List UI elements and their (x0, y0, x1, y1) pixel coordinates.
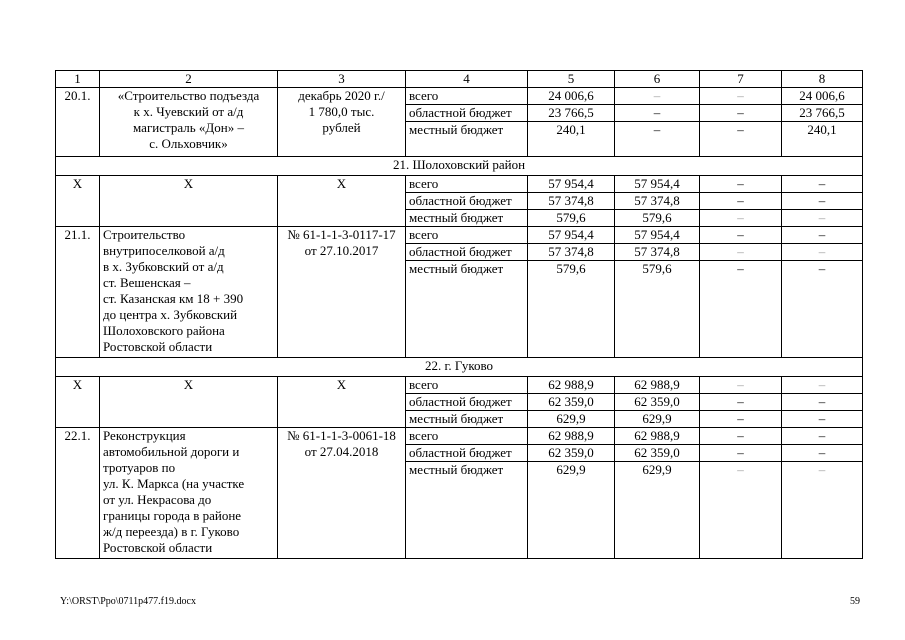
amount-col6: 579,6 (615, 261, 700, 358)
object-name-line: ст. Казанская км 18 + 390 (103, 291, 244, 306)
funding-source: областной бюджет (406, 445, 528, 462)
object-name-line: к х. Чуевский от а/д (133, 104, 244, 119)
funding-source: местный бюджет (406, 462, 528, 559)
table-row (56, 227, 863, 244)
dash-cell: – (700, 411, 782, 428)
header-col-5: 5 (528, 71, 615, 88)
summary-x: Х (100, 176, 278, 227)
table-row (56, 377, 863, 394)
funding-source: всего (406, 176, 528, 193)
footer-page-number: 59 (850, 596, 860, 607)
section-title: 22. г. Гуково (56, 358, 863, 377)
object-name-line: границы города в районе (103, 508, 242, 523)
amount-col6: 629,9 (615, 411, 700, 428)
object-reference (278, 227, 406, 358)
object-name-line: от ул. Некрасова до (103, 492, 212, 507)
amount-col5: 240,1 (528, 122, 615, 157)
object-name-line: Ростовской области (103, 339, 213, 354)
dash-cell: – (782, 394, 863, 411)
amount-col8: 24 006,6 (782, 88, 863, 105)
reference-line: от 27.10.2017 (304, 243, 379, 258)
amount-col6: 62 359,0 (615, 394, 700, 411)
dash-cell: – (782, 227, 863, 244)
dash-cell: – (700, 462, 782, 559)
amount-col6: 57 954,4 (615, 227, 700, 244)
amount-col5: 579,6 (528, 261, 615, 358)
reference-line: № 61-1-1-3-0061-18 (287, 428, 396, 443)
object-name-line: «Строительство подъезда (117, 88, 260, 103)
object-name-line: Ростовской области (103, 540, 213, 555)
dash-cell: – (700, 428, 782, 445)
dash-cell: – (700, 244, 782, 261)
funding-source: областной бюджет (406, 394, 528, 411)
amount-col8: 23 766,5 (782, 105, 863, 122)
object-name (100, 428, 278, 559)
header-col-8: 8 (782, 71, 863, 88)
dash-cell: – (700, 394, 782, 411)
object-name (100, 88, 278, 157)
amount-col6: 57 374,8 (615, 244, 700, 261)
amount-col5: 62 988,9 (528, 377, 615, 394)
amount-col5: 62 359,0 (528, 394, 615, 411)
summary-x: Х (56, 377, 100, 428)
funding-source: областной бюджет (406, 193, 528, 210)
row-number: 21.1. (56, 227, 100, 358)
dash-cell: – (615, 105, 700, 122)
amount-col8: 240,1 (782, 122, 863, 157)
amount-col6: 57 374,8 (615, 193, 700, 210)
funding-source: местный бюджет (406, 210, 528, 227)
object-name-line: Шолоховского района (103, 323, 225, 338)
object-name-line: Строительство (103, 227, 186, 242)
object-reference (278, 88, 406, 157)
dash-cell: – (700, 193, 782, 210)
dash-cell: – (782, 244, 863, 261)
object-name-line: магистраль «Дон» – (133, 120, 244, 135)
header-col-3: 3 (278, 71, 406, 88)
reference-line: 1 780,0 тыс. (308, 104, 375, 119)
dash-cell: – (782, 445, 863, 462)
object-name-line: в х. Зубковский от а/д (103, 259, 224, 274)
dash-cell: – (615, 122, 700, 157)
dash-cell: – (782, 377, 863, 394)
funding-source: всего (406, 227, 528, 244)
header-col-4: 4 (406, 71, 528, 88)
amount-col5: 57 954,4 (528, 227, 615, 244)
amount-col6: 62 359,0 (615, 445, 700, 462)
reference-line: от 27.04.2018 (304, 444, 379, 459)
dash-cell: – (782, 193, 863, 210)
dash-cell: – (782, 428, 863, 445)
dash-cell: – (782, 462, 863, 559)
footer-file-path: Y:\ORST\Ppo\0711p477.f19.docx (60, 596, 196, 607)
dash-cell: – (782, 210, 863, 227)
dash-cell: – (782, 261, 863, 358)
amount-col5: 62 359,0 (528, 445, 615, 462)
dash-cell: – (700, 105, 782, 122)
amount-col5: 23 766,5 (528, 105, 615, 122)
dash-cell: – (700, 88, 782, 105)
amount-col6: 579,6 (615, 210, 700, 227)
amount-col6: 629,9 (615, 462, 700, 559)
reference-line: № 61-1-1-3-0117-17 (287, 227, 396, 242)
summary-x: Х (56, 176, 100, 227)
table-row (56, 428, 863, 445)
funding-source: всего (406, 88, 528, 105)
funding-source: областной бюджет (406, 105, 528, 122)
section-title: 21. Шолоховский район (56, 157, 863, 176)
dash-cell: – (700, 261, 782, 358)
amount-col5: 579,6 (528, 210, 615, 227)
dash-cell: – (700, 176, 782, 193)
row-number: 20.1. (56, 88, 100, 157)
section-row (56, 358, 863, 377)
amount-col5: 629,9 (528, 462, 615, 559)
header-col-1: 1 (56, 71, 100, 88)
summary-x: Х (278, 176, 406, 227)
funding-source: всего (406, 428, 528, 445)
object-name-line: ж/д переезда) в г. Гуково (103, 524, 240, 539)
section-row (56, 157, 863, 176)
object-name-line: ул. К. Маркса (на участке (103, 476, 245, 491)
header-row (56, 71, 863, 88)
funding-source: местный бюджет (406, 411, 528, 428)
amount-col5: 24 006,6 (528, 88, 615, 105)
dash-cell: – (700, 377, 782, 394)
dash-cell: – (782, 411, 863, 428)
amount-col6: 62 988,9 (615, 428, 700, 445)
object-name-line: Реконструкция (103, 428, 186, 443)
header-col-2: 2 (100, 71, 278, 88)
object-reference (278, 428, 406, 559)
header-col-7: 7 (700, 71, 782, 88)
table-row (56, 88, 863, 105)
dash-cell: – (615, 88, 700, 105)
amount-col5: 629,9 (528, 411, 615, 428)
dash-cell: – (700, 445, 782, 462)
object-name (100, 227, 278, 358)
funding-source: местный бюджет (406, 122, 528, 157)
summary-x: Х (100, 377, 278, 428)
amount-col5: 57 374,8 (528, 244, 615, 261)
funding-source: всего (406, 377, 528, 394)
dash-cell: – (782, 176, 863, 193)
header-col-6: 6 (615, 71, 700, 88)
object-name-line: автомобильной дороги и (103, 444, 240, 459)
object-name-line: ст. Вешенская – (103, 275, 191, 290)
dash-cell: – (700, 227, 782, 244)
budget-table (55, 70, 863, 559)
amount-col5: 62 988,9 (528, 428, 615, 445)
object-name-line: тротуаров по (103, 460, 176, 475)
object-name-line: с. Ольховчик» (149, 136, 228, 151)
dash-cell: – (700, 122, 782, 157)
amount-col5: 57 374,8 (528, 193, 615, 210)
funding-source: местный бюджет (406, 261, 528, 358)
funding-source: областной бюджет (406, 244, 528, 261)
object-name-line: внутрипоселковой а/д (103, 243, 225, 258)
summary-x: Х (278, 377, 406, 428)
amount-col6: 62 988,9 (615, 377, 700, 394)
dash-cell: – (700, 210, 782, 227)
object-name-line: до центра х. Зубковский (103, 307, 238, 322)
amount-col5: 57 954,4 (528, 176, 615, 193)
row-number: 22.1. (56, 428, 100, 559)
reference-line: декабрь 2020 г./ (298, 88, 385, 103)
amount-col6: 57 954,4 (615, 176, 700, 193)
table-row (56, 176, 863, 193)
reference-line: рублей (322, 120, 361, 135)
